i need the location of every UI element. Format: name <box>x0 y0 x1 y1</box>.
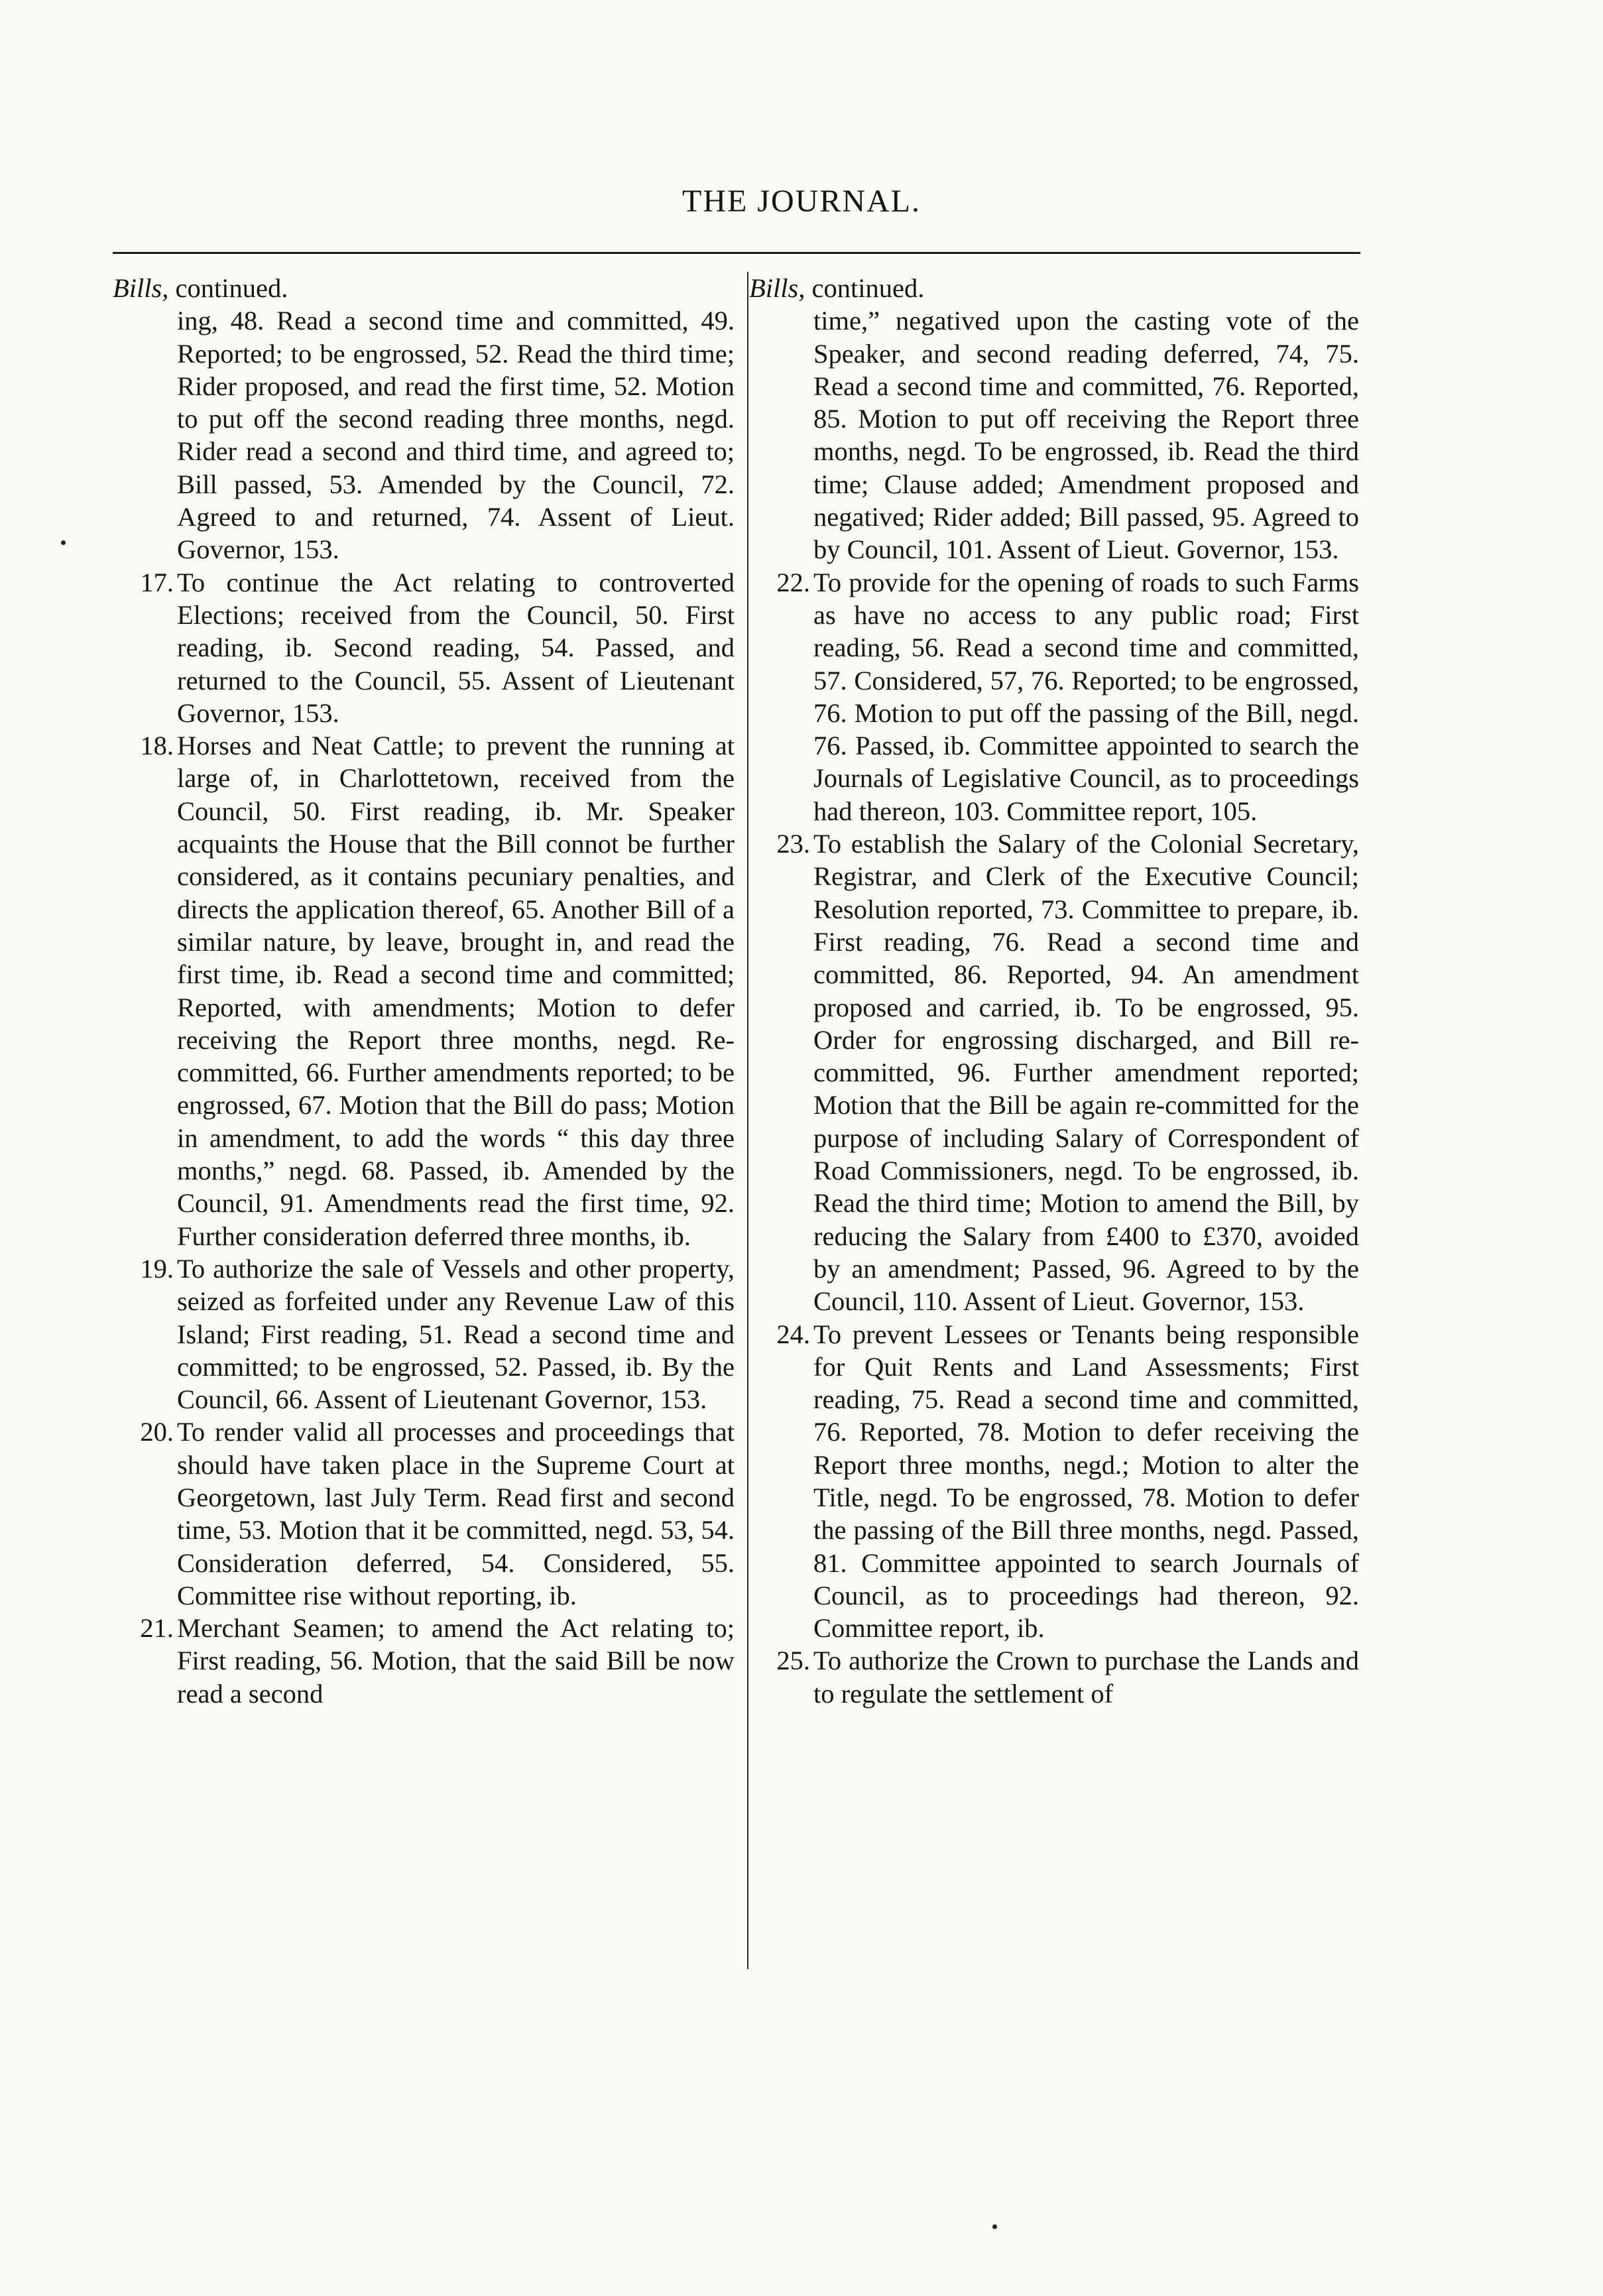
entry-number: 17. <box>140 567 174 597</box>
bill-entry <box>749 827 1359 1317</box>
entry-text: To establish the Salary of the Colonial Secretary, Registrar, and Clerk of the Executive Council; Resolution reported, 73. Committee to prepare, ib. First reading, 76. Read a second time and committed, 86. Reported, 94. An amendment proposed and carried, ib. To be engrossed, 95. Order for engrossing discharged, and Bill re-committed, 96. Further amendment reported; Motion that the Bill be again re-committed for the purpose of including Salary of Correspondent of Road Commissioners, negd. To be engrossed, ib. Read the third time; Motion to amend the Bill, by reducing the Salary from £400 to £370, avoided by an amendment; Passed, 96. Agreed to by the Council, 110. Assent of Lieut. Governor, 153. <box>813 829 1359 1317</box>
bottom-ink-mark <box>992 2224 997 2229</box>
entry-text: Merchant Seamen; to amend the Act relating to; First reading, 56. Motion, that the said Bill be now read a second <box>177 1613 735 1709</box>
entry-text: To authorize the Crown to purchase the Lands and to regulate the settlement of <box>813 1646 1359 1709</box>
entry-text: To provide for the opening of roads to such Farms as have no access to any public road; First reading, 56. Read a second time and committed, 57. Considered, 57, 76. Reported; to be engrossed, 76. Motion to put off the passing of the Bill, negd. 76. Passed, ib. Committee appointed to search the Journals of Legislative Council, as to proceedings had thereon, 103. Committee report, 105. <box>813 567 1359 826</box>
column-heading <box>749 272 1359 304</box>
margin-ink-mark <box>61 540 66 545</box>
left-column <box>113 272 735 2009</box>
bill-entry <box>749 1644 1359 1710</box>
entry-text: To render valid all processes and proceedings that should have taken place in the Supreme Court at Georgetown, last July Term. Read first and second time, 53. Motion that it be committed, negd. 53, 54. Consideration deferred, 54. Considered, 55. Committee rise without reporting, ib. <box>177 1417 735 1610</box>
entry-text: To authorize the sale of Vessels and other property, seized as forfeited under any Revenue Law of this Island; First reading, 51. Read a second time and committed; to be engrossed, 52. Passed, ib. By the Council, 66. Assent of Lieutenant Governor, 153. <box>177 1253 735 1415</box>
right-column <box>749 272 1359 2009</box>
entry-number: 18. <box>140 731 174 761</box>
entry-number: 22. <box>776 567 810 597</box>
heading-rest: continued. <box>168 273 288 303</box>
bill-entry <box>113 1612 735 1710</box>
entry-text: Horses and Neat Cattle; to prevent the running at large of, in Charlottetown, received from the Council, 50. First reading, ib. Mr. Speaker acquaints the House that the Bill connot be further considered, as it contains pecuniary penalties, and directs the application thereof, 65. Another Bill of a similar nature, by leave, brought in, and read the first time, ib. Read a second time and committed; Reported, with amendments; Motion to defer receiving the Report three months, negd. Re-committed, 66. Further amendments reported; to be engrossed, 67. Motion that the Bill do pass; Motion in amendment, to add the words “ this day three months,” negd. 68. Passed, ib. Amended by the Council, 91. Amendments read the first time, 92. Further consideration deferred three months, ib. <box>177 731 735 1251</box>
continued-text: time,” negatived upon the casting vote of the Speaker, and second reading deferred, 74, 75. Read a second time and committed, 76. Reported, 85. Motion to put off receiving the Report three months, negd. To be engrossed, ib. Read the third time; Clause added; Amendment proposed and negatived; Rider added; Bill passed, 95. Agreed to by Council, 101. Assent of Lieut. Governor, 153. <box>813 306 1359 565</box>
bill-entry <box>113 1416 735 1612</box>
entry-number: 24. <box>776 1319 810 1349</box>
bill-entry <box>113 566 735 729</box>
entry-number: 20. <box>140 1417 174 1447</box>
continued-text: ing, 48. Read a second time and committed, 49. Reported; to be engrossed, 52. Read the third time; Rider proposed, and read the first time, 52. Motion to put off the second reading three months, negd. Rider read a second and third time, and agreed to; Bill passed, 53. Amended by the Council, 72. Agreed to and returned, 74. Assent of Lieut. Governor, 153. <box>177 306 735 565</box>
bill-entry <box>749 566 1359 827</box>
entry-text: To prevent Lessees or Tenants being responsible for Quit Rents and Land Assessments; First reading, 75. Read a second time and committed, 76. Reported, 78. Motion to defer receiving the Report three months, negd.; Motion to alter the Title, negd. To be engrossed, 78. Motion to defer the passing of the Bill three months, negd. Passed, 81. Committee appointed to search Journals of Council, as to proceedings had thereon, 92. Committee report, ib. <box>813 1319 1359 1644</box>
entry-number: 23. <box>776 829 810 859</box>
heading-rest: continued. <box>805 273 925 303</box>
heading-italic: Bills, <box>113 273 169 303</box>
entry-number: 25. <box>776 1646 810 1676</box>
entry-text: To continue the Act relating to controverted Elections; received from the Council, 50. First reading, ib. Second reading, 54. Passed, and returned to the Council, 55. Assent of Lieutenant Governor, 153. <box>177 567 735 728</box>
bill-entry <box>749 1318 1359 1645</box>
column-heading <box>113 272 735 304</box>
column-divider <box>747 272 748 1969</box>
page-title: THE JOURNAL. <box>682 184 921 219</box>
entry-number: 19. <box>140 1253 174 1284</box>
entry-number: 21. <box>140 1613 174 1644</box>
header-rule <box>113 252 1360 254</box>
bill-entry <box>113 1252 735 1416</box>
heading-italic: Bills, <box>749 273 805 303</box>
bill-entry <box>113 729 735 1252</box>
